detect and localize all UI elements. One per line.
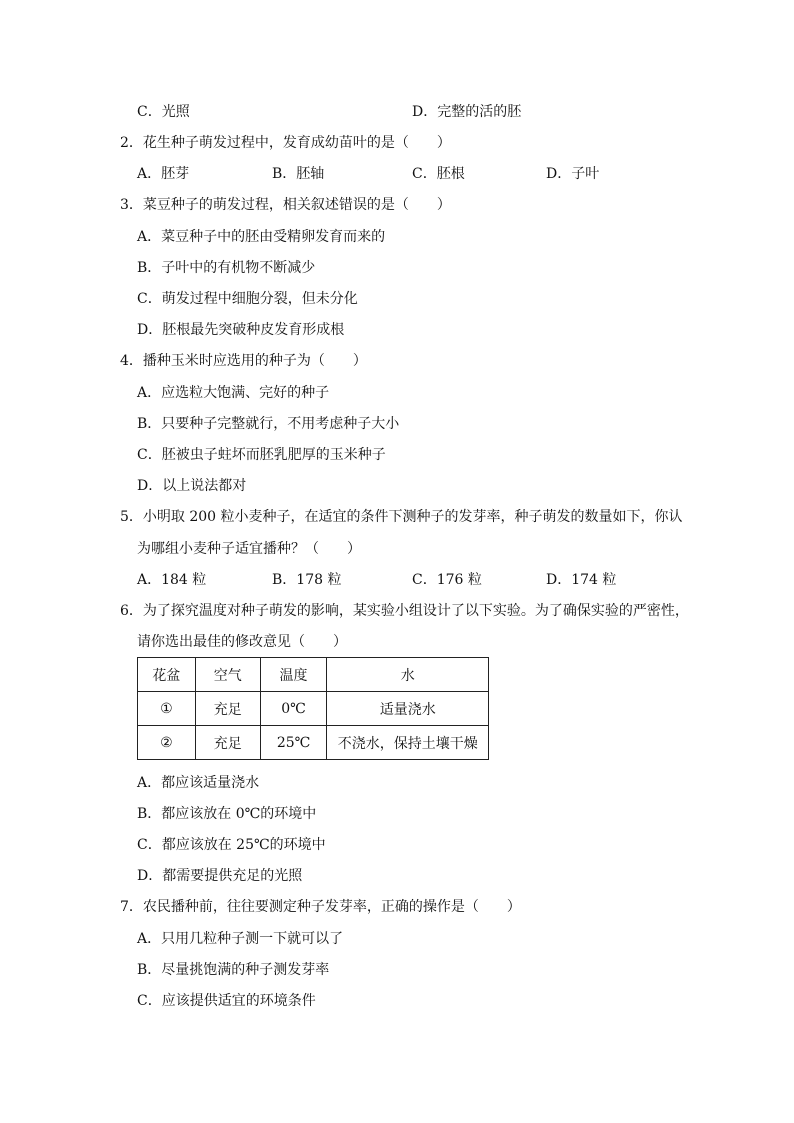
q2-option-a: A．胚芽 [137, 166, 190, 182]
cell-pot: ① [138, 692, 196, 726]
q2-option-d: D．子叶 [546, 166, 600, 182]
q4-option-b: B．只要种子完整就行，不用考虑种子大小 [137, 416, 400, 432]
cell-air: 充足 [195, 692, 260, 726]
q3-option-a: A．菜豆种子中的胚由受精卵发育而来的 [137, 229, 386, 245]
q3-option-c: C．萌发过程中细胞分裂，但未分化 [137, 291, 358, 307]
header-water: 水 [327, 658, 489, 692]
q6-stem-line1: 6．为了探究温度对种子萌发的影响，某实验小组设计了以下实验。为了确保实验的严密性， [120, 603, 689, 619]
q5-option-a: A．184 粒 [137, 572, 207, 588]
header-temperature: 温度 [260, 658, 327, 692]
q1-option-c: C．光照 [137, 104, 190, 120]
cell-water: 不浇水，保持土壤干燥 [327, 726, 489, 760]
cell-water: 适量浇水 [327, 692, 489, 726]
q5-stem-line1: 5．小明取 200 粒小麦种子，在适宜的条件下测种子的发芽率，种子萌发的数量如下，你认 [120, 509, 683, 525]
q6-experiment-table [137, 657, 489, 760]
q4-stem: 4．播种玉米时应选用的种子为（ ） [120, 353, 367, 369]
cell-air: 充足 [195, 726, 260, 760]
header-air: 空气 [195, 658, 260, 692]
q6-stem-line2: 请你选出最佳的修改意见（ ） [137, 634, 347, 650]
q5-option-c: C．176 粒 [412, 572, 482, 588]
q6-option-a: A．都应该适量浇水 [137, 775, 260, 791]
table-row [138, 726, 489, 760]
q7-option-c: C．应该提供适宜的环境条件 [137, 993, 316, 1009]
q6-option-b: B．都应该放在 0℃的环境中 [137, 806, 317, 822]
table-header-row [138, 658, 489, 692]
q4-option-a: A．应选粒大饱满、完好的种子 [137, 385, 330, 401]
cell-pot: ② [138, 726, 196, 760]
q7-stem: 7．农民播种前，往往要测定种子发芽率，正确的操作是（ ） [120, 899, 521, 915]
q7-option-b: B．尽量挑饱满的种子测发芽率 [137, 962, 330, 978]
q7-option-a: A．只用几粒种子测一下就可以了 [137, 931, 344, 947]
q5-option-d: D．174 粒 [546, 572, 617, 588]
q6-option-d: D．都需要提供充足的光照 [137, 868, 303, 884]
q3-option-b: B．子叶中的有机物不断减少 [137, 260, 316, 276]
q2-stem: 2．花生种子萌发过程中，发育成幼苗叶的是（ ） [120, 135, 451, 151]
q6-option-c: C．都应该放在 25℃的环境中 [137, 837, 326, 853]
q2-option-b: B．胚轴 [272, 166, 325, 182]
q2-option-c: C．胚根 [412, 166, 465, 182]
cell-temperature: 0℃ [260, 692, 327, 726]
q5-option-b: B．178 粒 [272, 572, 342, 588]
q4-option-d: D．以上说法都对 [137, 478, 247, 494]
header-pot: 花盆 [138, 658, 196, 692]
q3-option-d: D．胚根最先突破种皮发育形成根 [137, 322, 345, 338]
table-row [138, 692, 489, 726]
q5-stem-line2: 为哪组小麦种子适宜播种？（ ） [137, 541, 361, 557]
q4-option-c: C．胚被虫子蛀坏而胚乳肥厚的玉米种子 [137, 447, 386, 463]
cell-temperature: 25℃ [260, 726, 327, 760]
q3-stem: 3．菜豆种子的萌发过程，相关叙述错误的是（ ） [120, 197, 451, 213]
q1-option-d: D．完整的活的胚 [412, 104, 522, 120]
